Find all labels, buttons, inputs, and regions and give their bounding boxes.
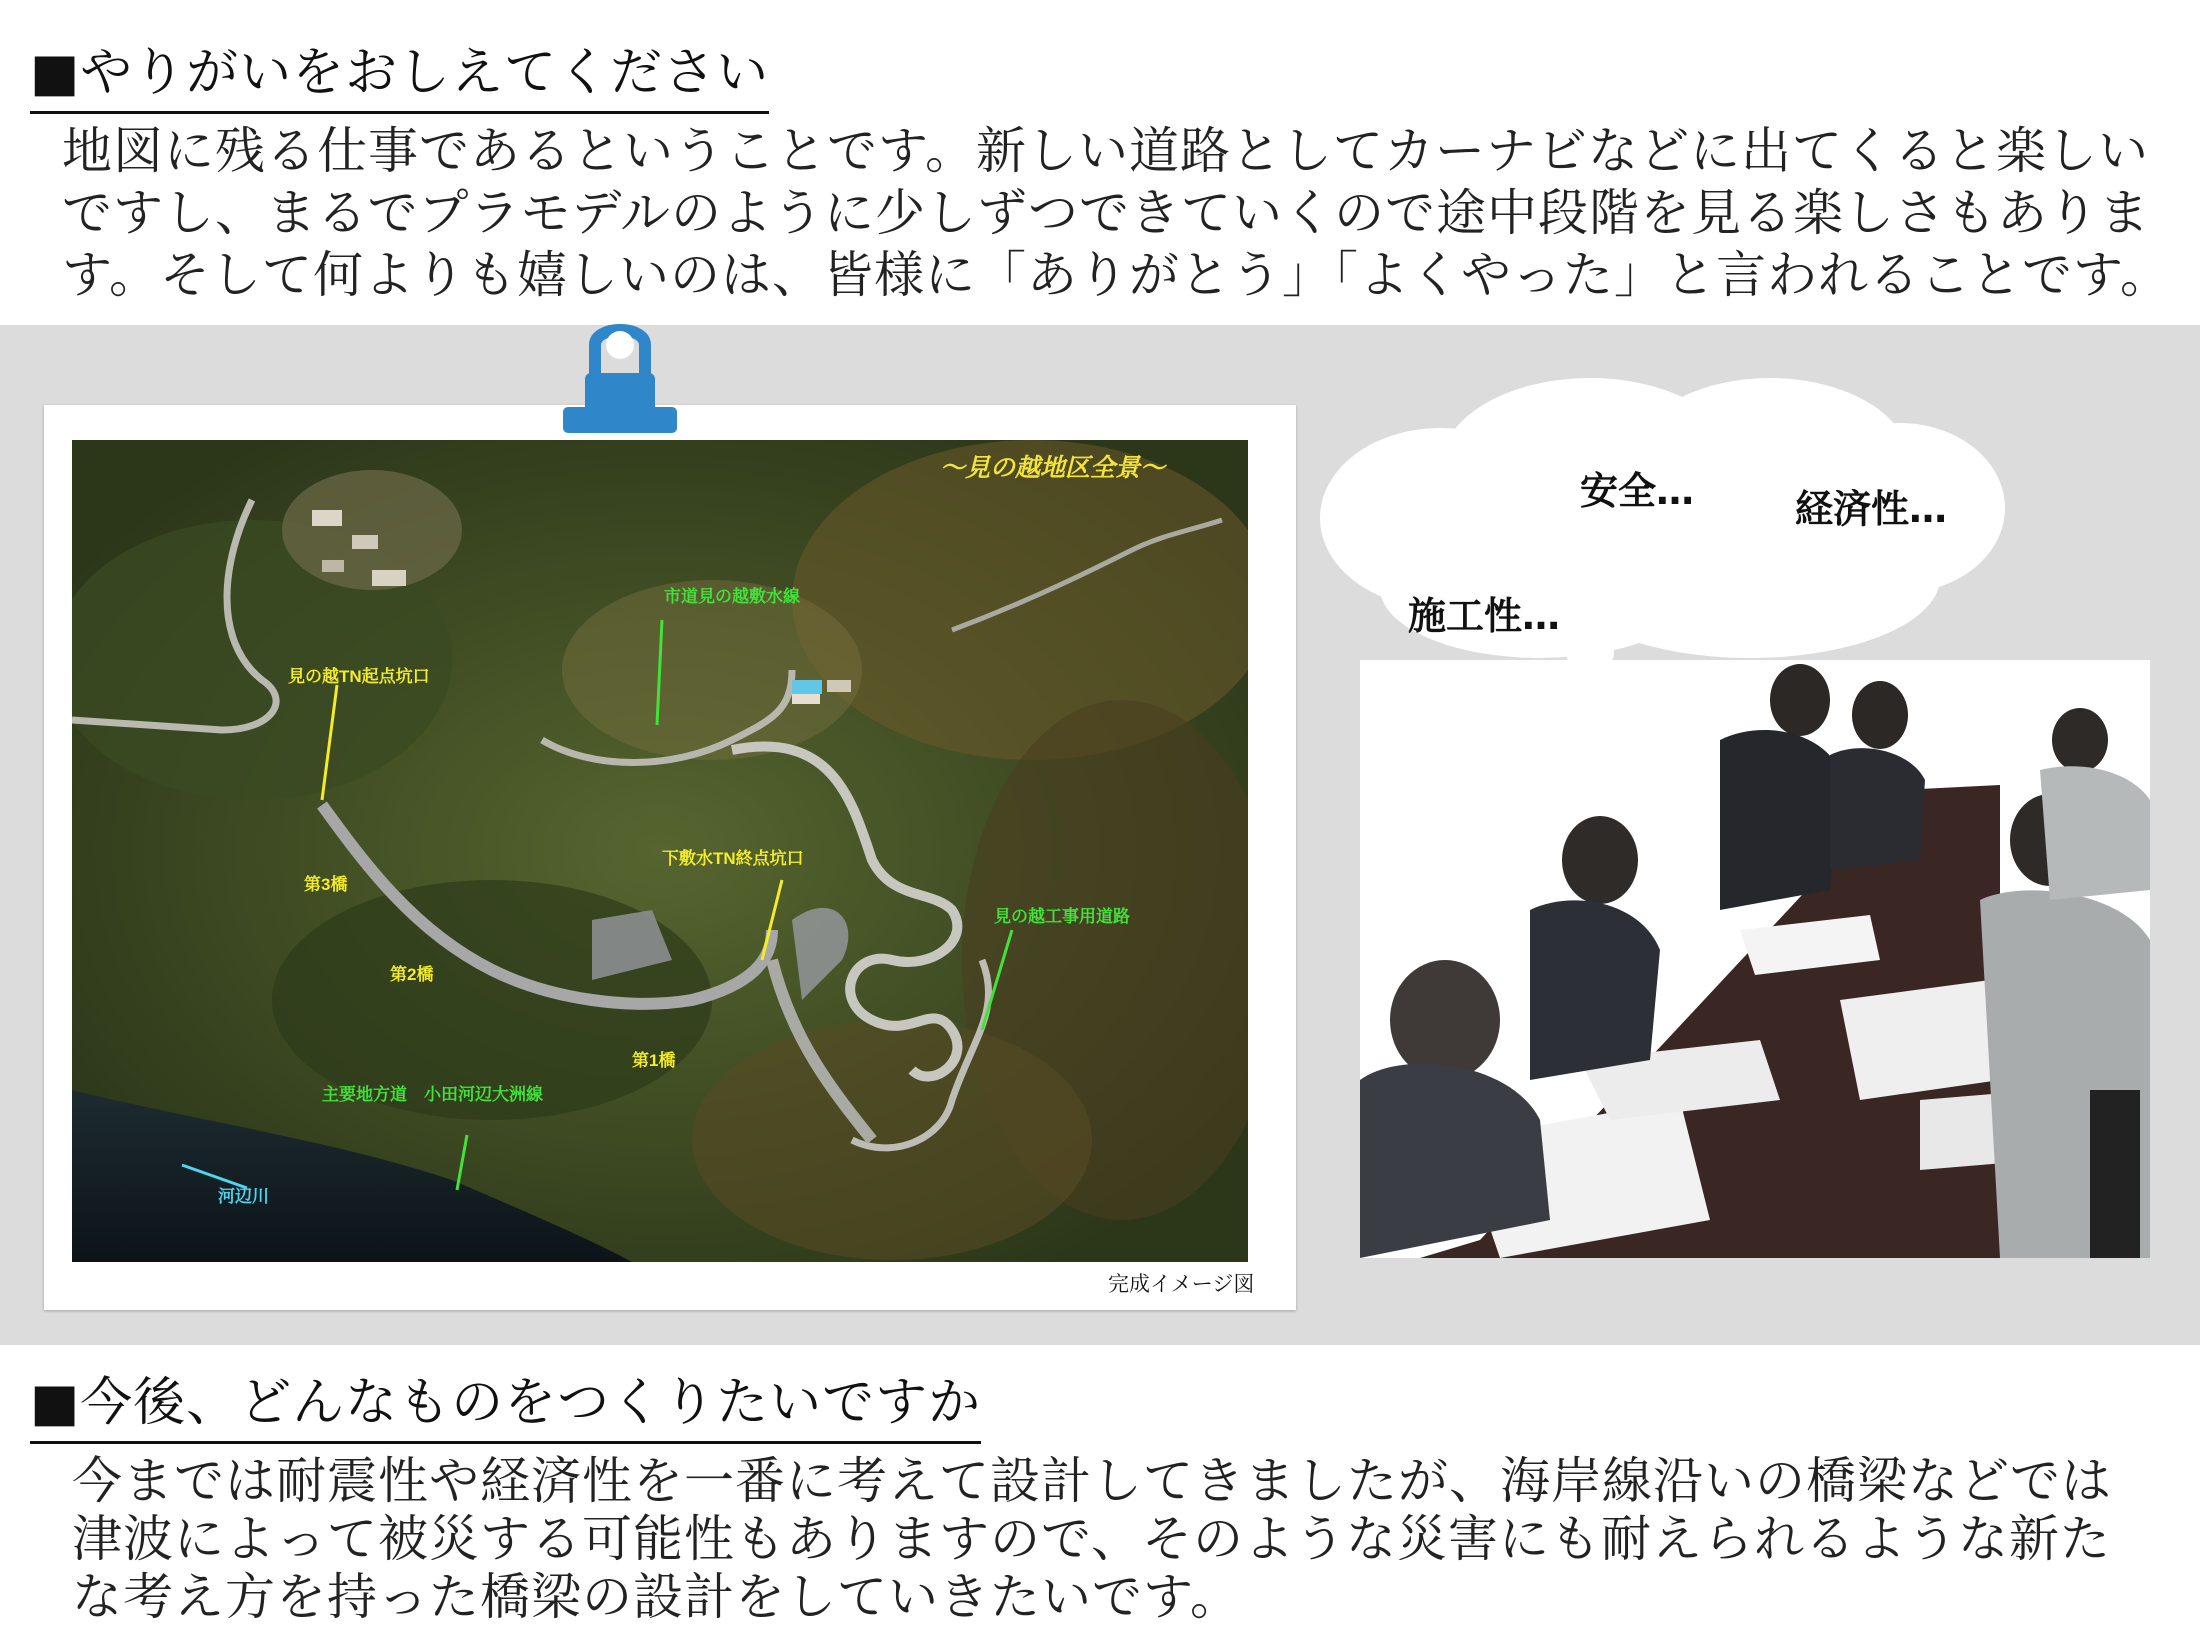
aerial-photo-caption: 完成イメージ図 — [1108, 1272, 1255, 1296]
thought-constructability: 施工性… — [1408, 594, 1561, 638]
thought-cloud — [1320, 368, 2020, 708]
aerial-terrain-image — [72, 440, 1248, 1262]
section-heading-future: ■今後、どんなものをつくりたいですか — [30, 1360, 981, 1444]
meeting-photo — [1360, 660, 2150, 1258]
label-city-road: 市道見の越敷水線 — [664, 587, 800, 606]
aerial-photo-title: ～見の越地区全景～ — [940, 453, 1166, 482]
aerial-photo — [72, 440, 1248, 1262]
label-tn-end: 下敷水TN終点坑口 — [662, 849, 804, 868]
label-river: 河辺川 — [218, 1187, 269, 1206]
binder-clip-icon — [555, 315, 685, 440]
section-heading-rewarding: ■やりがいをおしえてください — [30, 30, 769, 114]
section-body-future: 今までは耐震性や経済性を一番に考えて設計してきましたが、海岸線沿いの橋梁などでは津波によって被災する可能性もありますので、そのような災害にも耐えられるような新たな考え方を持った橋梁の設計をしていきたいです。 — [72, 1452, 2112, 1626]
label-tn-start: 見の越TN起点坑口 — [288, 667, 430, 686]
label-main-road: 主要地方道 小田河辺大洲線 — [322, 1085, 543, 1104]
label-bridge2: 第2橋 — [390, 965, 434, 984]
label-bridge1: 第1橋 — [632, 1051, 676, 1070]
thought-economy: 経済性… — [1795, 487, 1948, 531]
section-body-rewarding: 地図に残る仕事であるということです。新しい道路としてカーナビなどに出てくると楽しいですし、まるでプラモデルのように少しずつできていくので途中段階を見る楽しさもあります。そして何よりも嬉しいのは、皆様に「ありがとう」「よくやった」と言われることです。 — [62, 122, 2171, 304]
label-bridge3: 第3橋 — [304, 875, 348, 894]
thought-safety: 安全… — [1580, 469, 1695, 513]
meeting-scene-image — [1360, 660, 2150, 1258]
label-work-road: 見の越工事用道路 — [994, 907, 1130, 926]
